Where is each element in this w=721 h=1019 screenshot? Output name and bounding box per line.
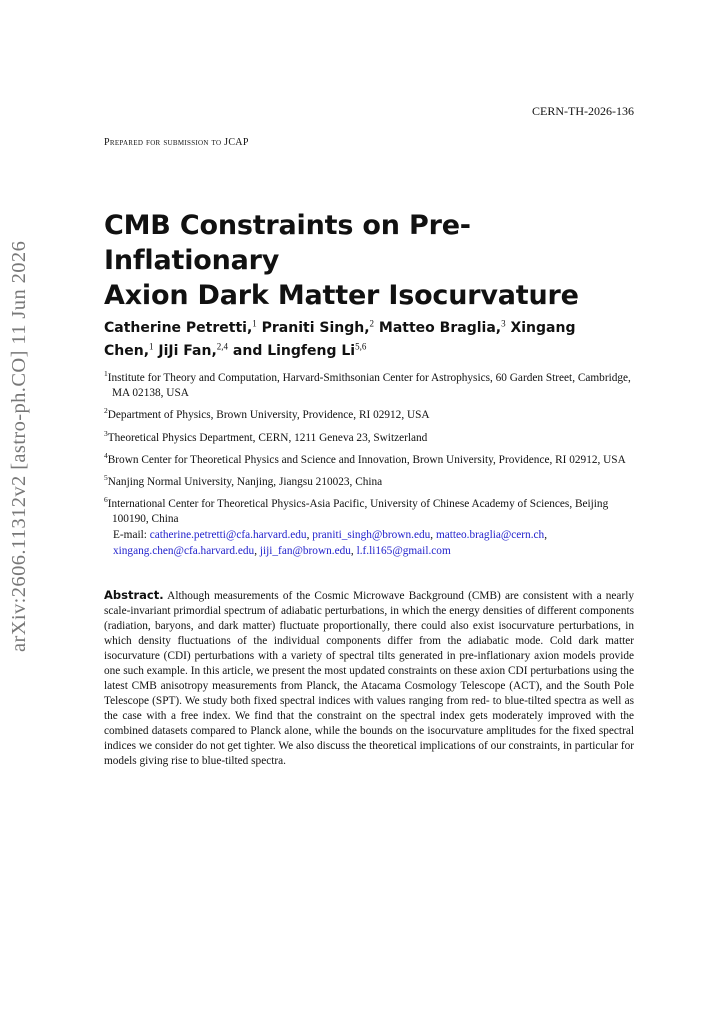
affiliation: $^5$Nanjing Normal University, Nanjing, Jiangsu 210023, China: [104, 473, 383, 488]
affiliation: $^6$International Center for Theoretical Physics-Asia Pacific, University of Chinese Academy of Sciences, Beijing 100190, China: [104, 495, 609, 526]
email-label: E-mail:: [113, 529, 147, 541]
author: Praniti Singh,$^2$: [261, 318, 375, 336]
email-link[interactable]: catherine.petretti@cfa.harvard.edu: [149, 529, 307, 541]
email-link[interactable]: xingang.chen@cfa.harvard.edu: [113, 545, 255, 557]
report-number: CERN-TH-2026-136: [532, 104, 634, 118]
submission-note: Prepared for submission to JCAP: [104, 137, 249, 148]
abstract-label: Abstract.: [104, 588, 164, 602]
affiliation-list: [104, 366, 634, 530]
author: JiJi Fan,$^{2,4}$: [158, 341, 229, 360]
author: and Lingfeng Li$^{5,6}$: [232, 341, 367, 360]
affiliation: $^3$Theoretical Physics Department, CERN, 1211 Geneva 23, Switzerland: [104, 428, 428, 444]
affiliation: $^4$Brown Center for Theoretical Physics and Science and Innovation, Brown University, Providence, RI 02912, USA: [104, 450, 626, 466]
author: Xingang Chen,$^1$: [104, 319, 576, 360]
affiliation: $^1$Institute for Theory and Computation, Harvard-Smithsonian Center for Astrophysics, 60 Garden Street, Cambridge, MA 02138, USA: [104, 369, 631, 399]
email-link[interactable]: l.f.li165@gmail.com: [356, 545, 451, 557]
abstract-text: Although measurements of the Cosmic Microwave Background (CMB) are consistent with a nearly scale-invariant primordial spectrum of adiabatic perturbations, in which the energy densities of different components (radiation, baryons, and dark matter) fluctuate proportionally, there could also exist isocurvature perturbations, in which density fluctuations of the individual components differ from the adiabatic mode. Cold dark matter isocurvature (CDI) perturbations with a variety of spectral tilts generated in pre-inflationary axion models provide one such example. In this article, we present the most updated constraints on these axion CDI perturbations using the latest CMB anisotropy measurements from Planck, the Atacama Cosmology Telescope (ACT), and the South Pole Telescope (SPT). We study both fixed spectral indices with values ranging from red- to blue-tilted spectra as well as the case with a free index. We find that the constraint on the spectral index gets moderately improved with the combined datasets compared to Planck alone, while the bounds on the isocurvature amplitudes for the fixed spectral indices we consider do not get tighter. We also discuss the theoretical implications of our constraints, in particular for models giving rise to blue-tilted spectra.: [104, 590, 634, 767]
paper-title: [104, 208, 644, 313]
email-link[interactable]: jiji_fan@brown.edu: [259, 545, 351, 557]
email-block: E-mail: catherine.petretti@cfa.harvard.edu, praniti_singh@brown.edu, matteo.braglia@cern.ch, xingang.chen@cfa.harvard.edu, jiji_fan@brown.edu, l.f.li165@gmail.com: [113, 529, 548, 557]
abstract: [104, 588, 634, 769]
title-line-1: CMB Constraints on Pre-Inflationary: [104, 210, 471, 276]
author: Catherine Petretti,$^1$: [104, 318, 257, 336]
affiliation: $^2$Department of Physics, Brown University, Providence, RI 02912, USA: [104, 406, 430, 422]
email-link[interactable]: praniti_singh@brown.edu: [312, 529, 431, 541]
author: Matteo Braglia,$^3$: [378, 318, 506, 336]
title-line-2: Axion Dark Matter Isocurvature: [104, 280, 579, 311]
email-link[interactable]: matteo.braglia@cern.ch: [435, 529, 545, 541]
author-list: [104, 314, 624, 361]
arxiv-stamp: arXiv:2606.11312v2 [astro-ph.CO] 11 Jun 2026: [8, 240, 30, 652]
